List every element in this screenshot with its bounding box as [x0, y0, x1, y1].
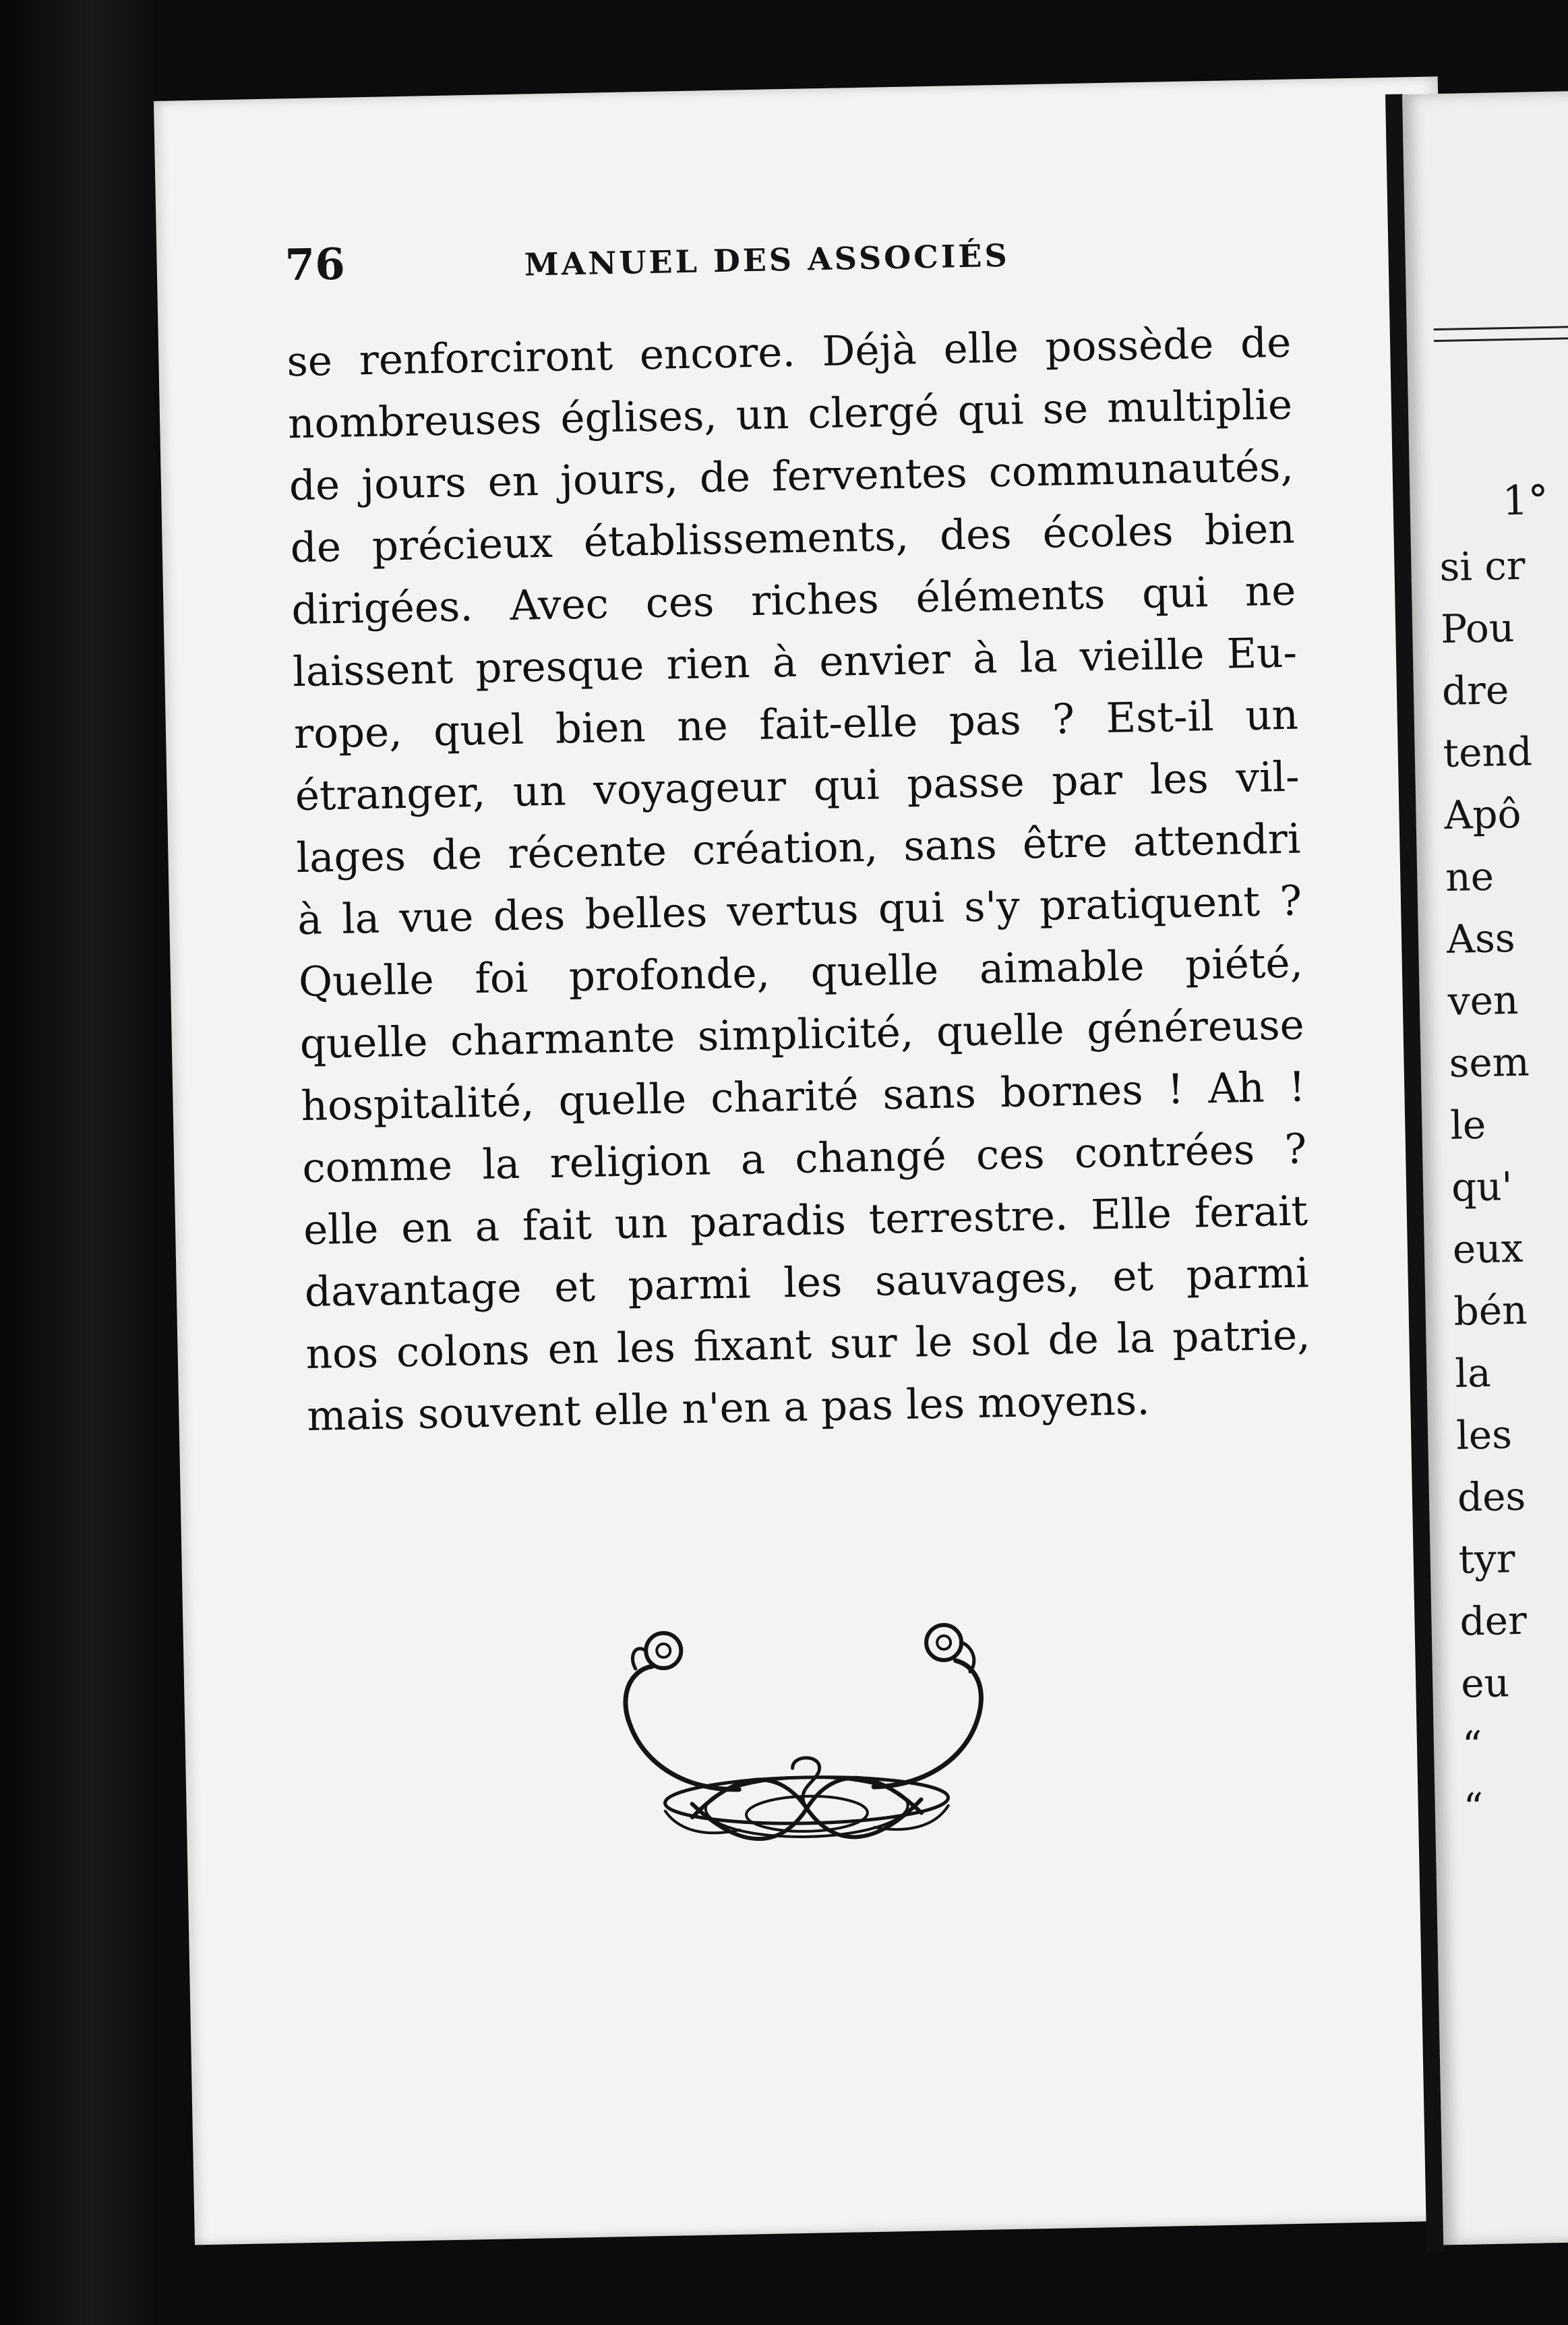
text-fragment: Pou	[1440, 604, 1515, 653]
text-line: hospitalité, quelle charité sans bornes ! Ah !	[300, 1063, 1306, 1131]
text-line: nos colons en les fixant sur le sol de la patrie,	[305, 1311, 1311, 1379]
text-fragment: les	[1455, 1411, 1513, 1459]
running-head	[284, 220, 1337, 314]
header-rule	[1434, 325, 1568, 342]
body-text	[287, 312, 1313, 1448]
text-line: étranger, un voyageur qui passe par les vil-	[295, 753, 1300, 821]
text-line: mais souvent elle n'en a pas les moyens.	[306, 1376, 1151, 1440]
text-line: de jours en jours, de ferventes communautés,	[289, 442, 1294, 510]
text-fragment: “	[1463, 1784, 1484, 1831]
text-fragment: 1°	[1501, 476, 1549, 525]
text-line: laissent presque rien à envier à la vieille Eu-	[292, 628, 1298, 697]
text-line: davantage et parmi les sauvages, et parmi	[304, 1249, 1310, 1317]
left-page	[154, 76, 1479, 2245]
text-fragment: der	[1459, 1597, 1528, 1645]
text-line: à la vue des belles vertus qui s'y pratiquent ?	[297, 877, 1302, 945]
text-fragment: qu'	[1451, 1163, 1513, 1210]
text-fragment: ven	[1447, 976, 1519, 1024]
text-line: lages de récente création, sans être attendri	[295, 815, 1301, 883]
text-fragment: tend	[1443, 728, 1533, 777]
text-fragment: Apô	[1443, 790, 1522, 838]
text-fragment: ne	[1445, 853, 1495, 900]
page-number: 76	[284, 239, 346, 291]
text-line: se renforciront encore. Déjà elle possède de	[286, 318, 1292, 386]
text-fragment: bén	[1453, 1287, 1528, 1334]
text-fragment: “	[1461, 1722, 1483, 1769]
text-fragment: Ass	[1446, 915, 1516, 962]
text-fragment: sem	[1448, 1038, 1530, 1086]
text-line: quelle charmante simplicité, quelle généreuse	[299, 1001, 1305, 1069]
text-line: comme la religion a changé ces contrées ?	[301, 1125, 1307, 1193]
text-line: dirigées. Avec ces riches éléments qui ne	[291, 566, 1296, 635]
text-fragment: tyr	[1458, 1535, 1516, 1583]
scan-background	[0, 0, 155, 2325]
text-line: elle en a fait un paradis terrestre. Elle ferait	[303, 1187, 1308, 1255]
right-page-text	[1438, 469, 1568, 1839]
text-fragment: si cr	[1439, 542, 1526, 591]
text-fragment: des	[1457, 1473, 1526, 1521]
text-line: Quelle foi profonde, quelle aimable piété,	[298, 939, 1304, 1007]
ornament-flourish-icon	[587, 1582, 1025, 1914]
text-line: nombreuses églises, un clergé qui se multiplie	[287, 380, 1293, 448]
text-fragment: eux	[1452, 1225, 1524, 1272]
text-fragment: le	[1449, 1101, 1486, 1148]
text-fragment: dre	[1441, 667, 1509, 715]
text-line: rope, quel bien ne fait-elle pas ? Est-il un	[293, 690, 1299, 759]
text-line: de précieux établissements, des écoles bien	[290, 504, 1296, 572]
text-fragment: la	[1454, 1349, 1492, 1396]
text-fragment: eu	[1460, 1659, 1510, 1707]
running-title: MANUEL DES ASSOCIÉS	[524, 237, 1011, 283]
